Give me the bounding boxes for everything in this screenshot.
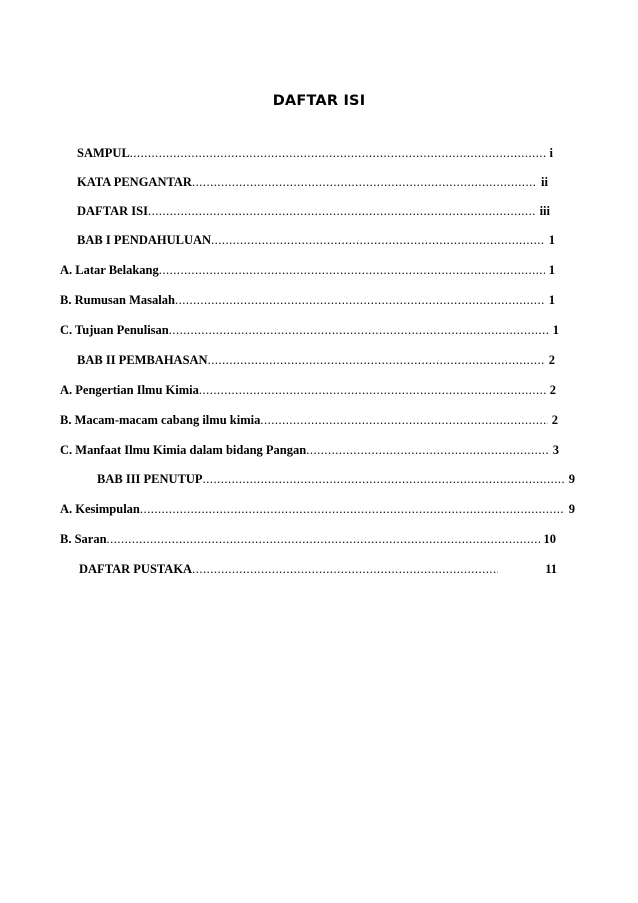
toc-entry-page: ii — [541, 175, 548, 189]
toc-entry-rumusan-masalah[interactable] — [60, 291, 555, 309]
toc-entry-label: DAFTAR ISI — [77, 204, 148, 218]
toc-dot-leader — [208, 351, 545, 369]
toc-entry-manfaat-ilmu-kimia[interactable] — [60, 441, 559, 459]
toc-entry-tujuan-penulisan[interactable] — [60, 321, 559, 339]
toc-entry-label: A. Pengertian Ilmu Kimia — [60, 383, 199, 397]
toc-entry-page: 1 — [552, 323, 559, 337]
toc-entry-page: 1 — [548, 233, 555, 247]
toc-entry-label: SAMPUL — [77, 146, 130, 160]
toc-entry-bab-1[interactable] — [77, 231, 555, 249]
toc-entry-sampul[interactable] — [77, 144, 553, 162]
page-title: DAFTAR ISI — [272, 93, 366, 109]
toc-entry-page: 3 — [552, 443, 559, 457]
toc-entry-daftar-pustaka[interactable] — [79, 560, 557, 578]
toc-dot-leader — [130, 144, 546, 162]
toc-entry-label: C. Manfaat Ilmu Kimia dalam bidang Pangan — [60, 443, 307, 457]
toc-entry-saran[interactable] — [60, 530, 556, 548]
toc-entry-page: 1 — [548, 263, 555, 277]
toc-entry-latar-belakang[interactable] — [60, 261, 555, 279]
toc-entry-page: i — [549, 146, 553, 160]
toc-entry-page: 10 — [543, 532, 556, 546]
toc-entry-bab-2[interactable] — [77, 351, 555, 369]
toc-entry-kesimpulan[interactable] — [60, 500, 575, 518]
toc-entry-page: 2 — [548, 353, 555, 367]
toc-entry-label: DAFTAR PUSTAKA — [79, 562, 193, 576]
toc-entry-page: 2 — [549, 383, 556, 397]
toc-entry-label: BAB III PENUTUP — [97, 472, 203, 486]
toc-dot-leader — [260, 411, 547, 429]
toc-entry-label: A. Latar Belakang — [60, 263, 159, 277]
toc-entry-page: 11 — [545, 562, 557, 576]
toc-dot-leader — [306, 441, 549, 459]
toc-dot-leader — [175, 291, 545, 309]
toc-entry-label: KATA PENGANTAR — [77, 175, 192, 189]
toc-entry-label: B. Saran — [60, 532, 107, 546]
toc-dot-leader — [140, 500, 565, 518]
toc-dot-leader — [211, 231, 545, 249]
toc-dot-leader — [203, 470, 565, 488]
toc-dot-leader — [199, 381, 546, 399]
toc-entry-kata-pengantar[interactable] — [77, 173, 548, 191]
toc-dot-leader — [192, 173, 537, 191]
toc-entry-daftar-isi[interactable] — [77, 202, 550, 220]
toc-entry-label: BAB I PENDAHULUAN — [77, 233, 212, 247]
toc-entry-label: C. Tujuan Penulisan — [60, 323, 169, 337]
toc-entry-pengertian-ilmu-kimia[interactable] — [60, 381, 556, 399]
toc-entry-bab-3[interactable] — [97, 470, 575, 488]
toc-entry-macam-cabang-ilmu[interactable] — [60, 411, 558, 429]
toc-entry-label: A. Kesimpulan — [60, 502, 140, 516]
toc-entry-page: 1 — [548, 293, 555, 307]
toc-entry-page: iii — [539, 204, 550, 218]
toc-entry-label: B. Rumusan Masalah — [60, 293, 175, 307]
toc-entry-label: BAB II PEMBAHASAN — [77, 353, 208, 367]
toc-entry-label: B. Macam-macam cabang ilmu kimia — [60, 413, 261, 427]
toc-entry-page: 2 — [551, 413, 558, 427]
toc-entry-page: 9 — [568, 502, 575, 516]
toc-dot-leader — [169, 321, 549, 339]
toc-dot-leader — [192, 560, 498, 578]
toc-dot-leader — [159, 261, 545, 279]
toc-dot-leader — [107, 530, 540, 548]
toc-entry-page: 9 — [568, 472, 575, 486]
toc-dot-leader — [148, 202, 536, 220]
